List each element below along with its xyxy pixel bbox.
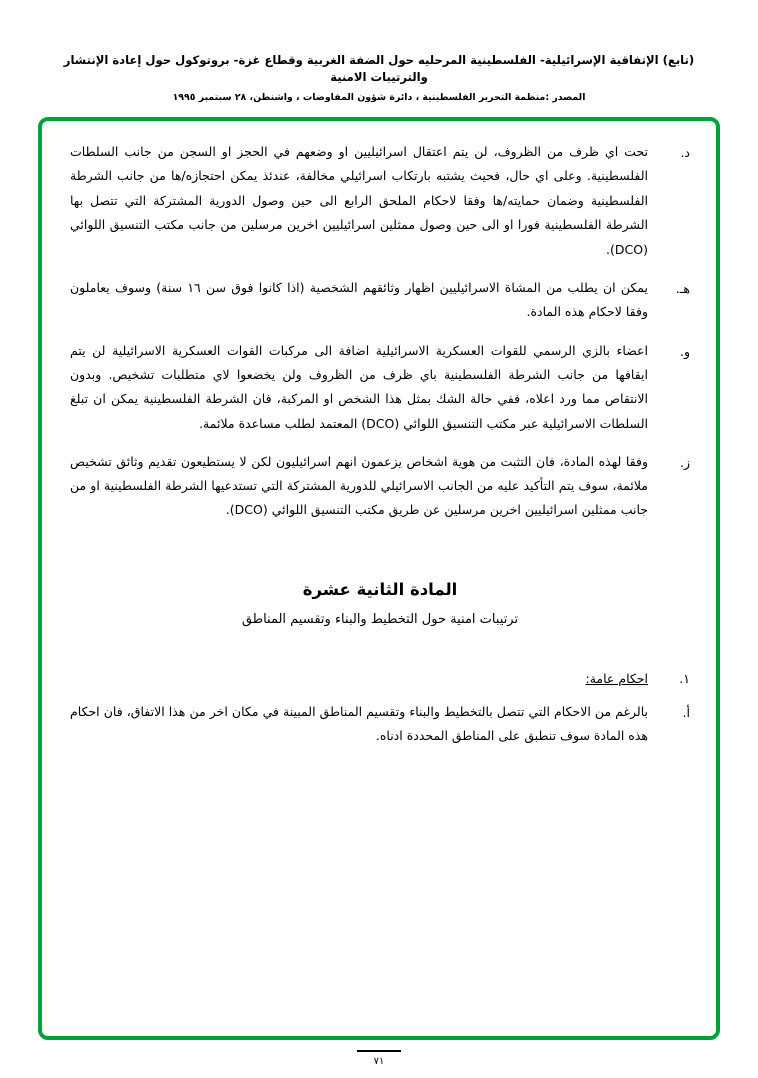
section-heading bbox=[70, 671, 690, 686]
header-source: المصدر :منظمة التحرير الفلسطينية ، دائرة شؤون المفاوضات ، واشنطن، ٢٨ سبتمبر ١٩٩٥ bbox=[172, 91, 586, 103]
article-subtitle: ترتيبات امنية حول التخطيط والبناء وتقسيم المناطق bbox=[241, 611, 519, 627]
clause-marker: ز. bbox=[679, 455, 690, 471]
clause-marker: د. bbox=[680, 145, 690, 160]
clause-text: تحت اي ظرف من الظروف، لن يتم اعتقال اسرائيليين او وضعهم في الحجز او السجن من جانب السلطات الفلسطينية. وعلى اي حال، فحيث يشتبه بارتكاب اسرائيلي مخالفة، عندئذ يمكن احتجازه/ها من جانب الشرطة الفلسطينية وضمان حمايته/ها وفقا لاحكام الملحق الرابع الى حين وصول الدورية المشتركة التي تتصل بها الشرطة الفلسطينية فورا او الى حين وصول ممثلين اسرائيليين اخرين مرسلين من جانب مكتب التنسيق اللوائي (DCO). bbox=[70, 144, 648, 257]
subclause-text: بالرغم من الاحكام التي تتصل بالتخطيط والبناء وتقسيم المناطق المبينة في مكان اخر من هذا الاتفاق، فان احكام هذه المادة سوف تنطبق على المناطق المحددة ادناه. bbox=[70, 703, 648, 743]
header-title: (تابع) الإتفاقية الإسرائيلية- الفلسطينية المرحليه حول الضفة الغربية وقطاع غزة- بروتوكول حول إعادة الإنتشار والترتيبات الامنية bbox=[63, 53, 695, 85]
footer-divider bbox=[357, 1050, 401, 1052]
clause-text: يمكن ان يطلب من المشاة الاسرائيليين اظهار وثائقهم الشخصية (اذا كانوا فوق سن ١٦ سنة) وسوف يعاملون وفقا لاحكام هذه المادة. bbox=[70, 279, 648, 320]
clause-marker: و. bbox=[679, 343, 690, 359]
subclause-marker: أ. bbox=[682, 704, 690, 720]
subclause-item bbox=[70, 700, 690, 749]
page-number: ٧١ bbox=[373, 1056, 385, 1067]
document-body bbox=[70, 140, 690, 762]
clause-item bbox=[70, 140, 690, 262]
clause-text: اعضاء بالزي الرسمي للقوات العسكرية الاسرائيلية اضافة الى مركبات القوات العسكرية الاسرائيلية لن يتم ايقافها من جانب الشرطة الفلسطينية باي ظرف من الظروف ولن يخضعوا لاي متطلبات تشخيص. وبدون الانتقاص مما ورد اعلاه، ففي حالة الشك بمثل هذا الشخص او المركبة، فان الشرطة الفلسطينية يمكن ان تبلغ السلطات الاسرائيلية عبر مكتب التنسيق اللوائي (DCO) المعتمد لطلب مساعدة ملائمة. bbox=[70, 342, 648, 431]
article-title: المادة الثانية عشرة bbox=[302, 580, 458, 600]
clause-marker: هـ. bbox=[675, 280, 690, 296]
section-label: احكام عامة: bbox=[585, 670, 648, 686]
page-header bbox=[34, 52, 724, 103]
clause-item bbox=[70, 450, 690, 521]
article-heading-block bbox=[70, 577, 690, 630]
section-number: ١. bbox=[679, 670, 690, 686]
clause-item bbox=[70, 276, 690, 325]
clause-item bbox=[70, 339, 690, 437]
clause-text: وفقا لهذه المادة، فان التثبت من هوية اشخاص يزعمون انهم اسرائيليون لكن لا يستطيعون تقديم وثائق تشخيص ملائمة، سوف يتم التأكيد عليه من الجانب الاسرائيلي للدورية المشتركة التي تستدعيها الشرطة الفلسطينية او من جانب ممثلين اسرائيليين اخرين مرسلين عن طريق مكتب التنسيق اللوائي (DCO). bbox=[70, 454, 648, 517]
